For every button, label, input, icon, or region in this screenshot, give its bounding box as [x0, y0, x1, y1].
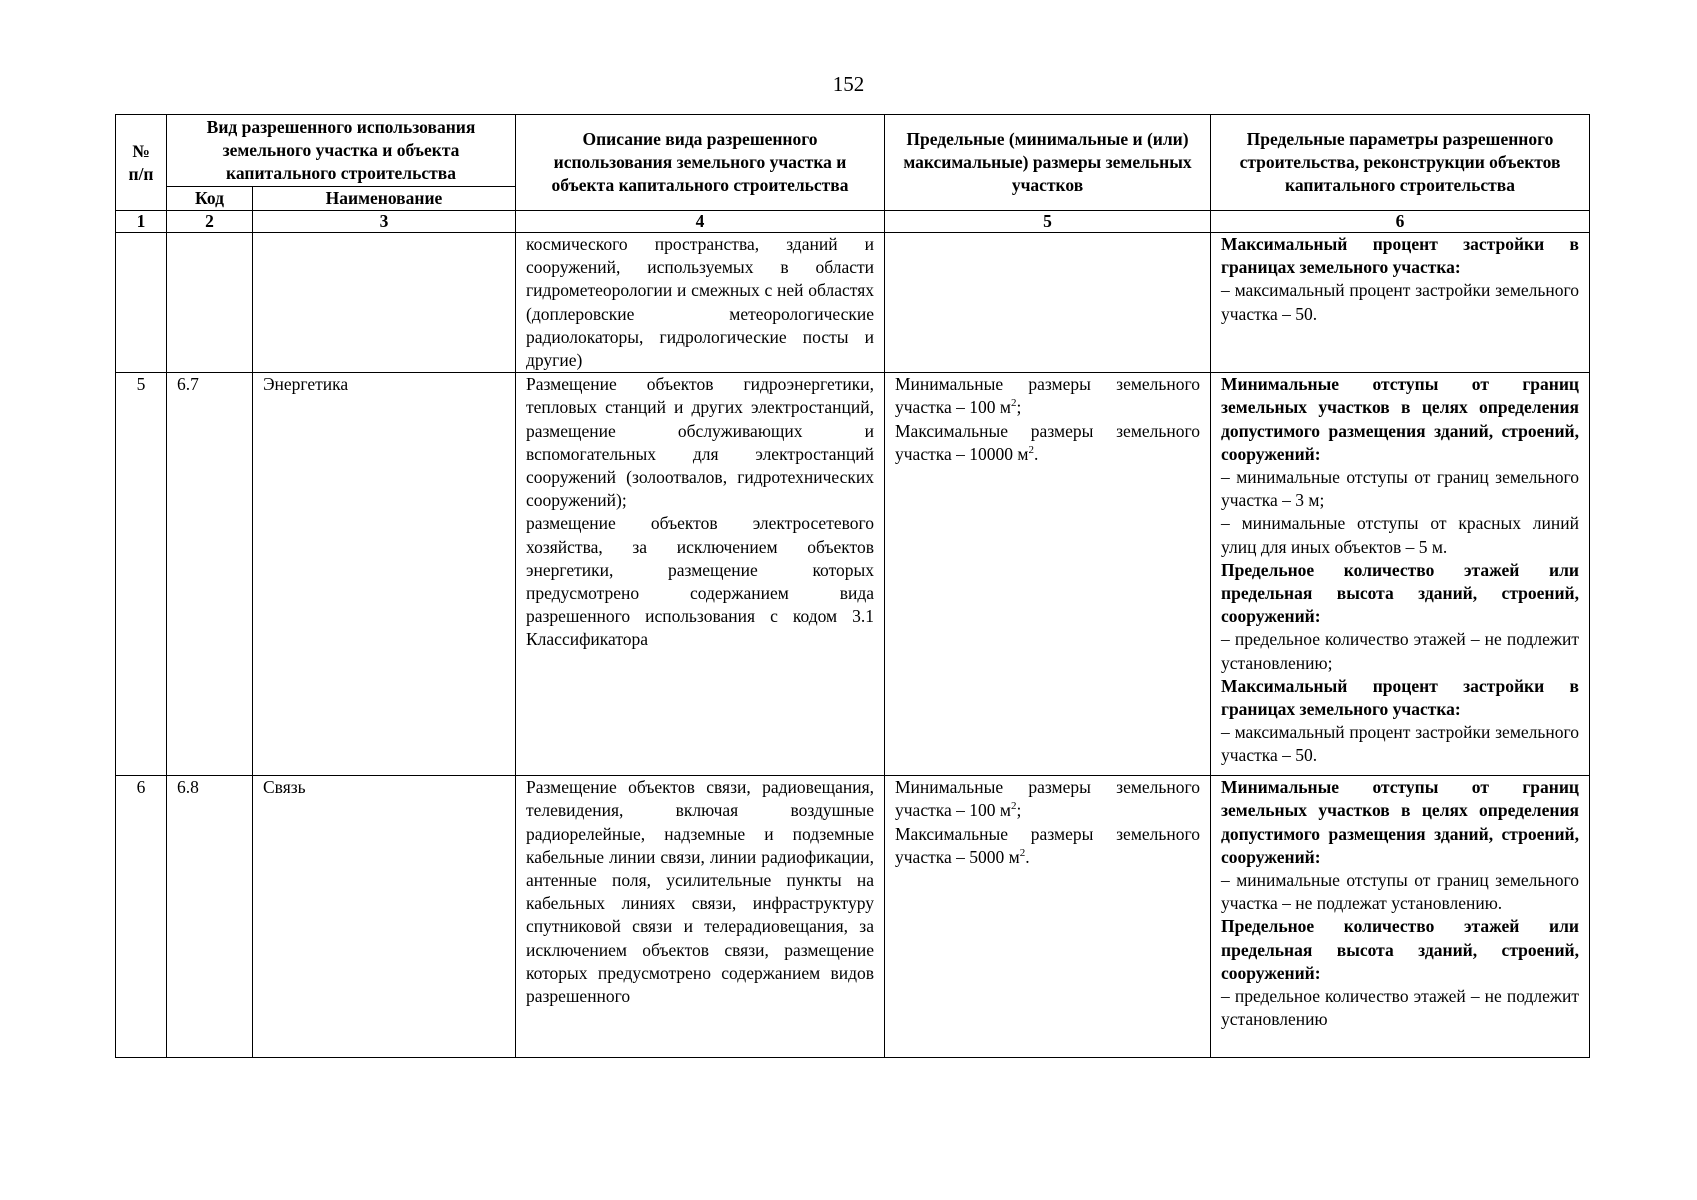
row-name: Связь — [253, 776, 516, 1058]
row-code — [167, 233, 253, 373]
params-heading: Предельное количество этажей или предельная высота зданий, строений, сооружений: — [1221, 559, 1579, 627]
size-max: Максимальные размеры земельного участка – 10000 $м^2$. — [895, 420, 1200, 464]
params-item: – минимальные отступы от границ земельного участка – 3 м; — [1221, 467, 1579, 511]
row-num: 6 — [116, 776, 167, 1058]
params-heading: Минимальные отступы от границ земельных участков в целях определения допустимого размещения зданий, строений, сооружений: — [1221, 374, 1579, 464]
desc-paragraph: Размещение объектов гидроэнергетики, тепловых станций и других электростанций, размещение обслуживающих и вспомогательных для электростанций сооружений (золоотвалов, гидротехнических сооружений); — [526, 374, 874, 511]
params-heading: Предельное количество этажей или предельная высота зданий, строений, сооружений: — [1221, 916, 1579, 983]
params-item: – минимальные отступы от красных линий улиц для иных объектов – 5 м. — [1221, 513, 1579, 557]
row-name: Энергетика — [253, 373, 516, 776]
params-item: – предельное количество этажей – не подлежит установлению — [1221, 986, 1579, 1030]
size-max: Максимальные размеры земельного участка – 5000 $м^2$. — [895, 823, 1200, 867]
header-number: 3 — [253, 211, 516, 233]
row-name — [253, 233, 516, 373]
row-params — [1211, 233, 1590, 373]
header-desc: Описание вида разрешенного использования земельного участка и объекта капитального строительства — [516, 115, 885, 211]
size-min: Минимальные размеры земельного участка – 100 $м^2$; — [895, 777, 1200, 821]
params-item: – предельное количество этажей – не подлежит установлению; — [1221, 629, 1579, 673]
header-number: 5 — [885, 211, 1211, 233]
header-numbers-row — [116, 211, 1590, 233]
header-code: Код — [167, 187, 253, 211]
row-num: 5 — [116, 373, 167, 776]
params-item: – минимальные отступы от границ земельного участка – не подлежат установлению. — [1221, 870, 1579, 914]
header-number: 2 — [167, 211, 253, 233]
row-params — [1211, 776, 1590, 1058]
row-code: 6.7 — [167, 373, 253, 776]
params-heading: Максимальный процент застройки в границах земельного участка: — [1221, 234, 1579, 278]
header-sizes: Предельные (минимальные и (или) максимальные) размеры земельных участков — [885, 115, 1211, 211]
desc-paragraph: Размещение объектов связи, радиовещания, телевидения, включая воздушные радиорелейные, надземные и подземные кабельные линии связи, линии радиофикации, антенные поля, усилительные пункты на кабельных линиях связи, инфраструктуру спутниковой связи и телерадиовещания, за исключением объектов связи, размещение которых предусмотрено содержанием видов разрешенного — [526, 777, 874, 1007]
row-desc — [516, 776, 885, 1058]
row-desc — [516, 373, 885, 776]
header-num: № п/п — [116, 115, 167, 211]
header-name: Наименование — [253, 187, 516, 211]
header-number: 6 — [1211, 211, 1590, 233]
row-sizes — [885, 233, 1211, 373]
header-vid: Вид разрешенного использования земельного участка и объекта капитального строительства — [167, 115, 516, 187]
header-params: Предельные параметры разрешенного строительства, реконструкции объектов капитального строительства — [1211, 115, 1590, 211]
params-item: – максимальный процент застройки земельного участка – 50. — [1221, 280, 1579, 324]
desc-paragraph: космического пространства, зданий и сооружений, используемых в области гидрометеорологии и смежных с ней областях (доплеровские метеорологические радиолокаторы, гидрологические посты и другие) — [526, 234, 874, 371]
desc-paragraph: размещение объектов электросетевого хозяйства, за исключением объектов энергетики, размещение которых предусмотрено содержанием вида разрешенного использования с кодом 3.1 Классификатора — [526, 513, 874, 650]
header-number: 4 — [516, 211, 885, 233]
row-sizes — [885, 776, 1211, 1058]
row-desc — [516, 233, 885, 373]
row-num — [116, 233, 167, 373]
row-params — [1211, 373, 1590, 776]
params-heading: Минимальные отступы от границ земельных участков в целях определения допустимого размещения зданий, строений, сооружений: — [1221, 777, 1579, 867]
size-min: Минимальные размеры земельного участка – 100 $м^2$; — [895, 374, 1200, 418]
land-use-table — [115, 114, 1590, 1058]
table-row — [116, 373, 1590, 776]
page-number: 152 — [832, 72, 865, 96]
params-heading: Максимальный процент застройки в границах земельного участка: — [1221, 675, 1579, 720]
params-item: – максимальный процент застройки земельного участка – 50. — [1221, 722, 1579, 766]
header-number: 1 — [116, 211, 167, 233]
table-row — [116, 233, 1590, 373]
row-sizes — [885, 373, 1211, 776]
row-code: 6.8 — [167, 776, 253, 1058]
table-row — [116, 776, 1590, 1058]
